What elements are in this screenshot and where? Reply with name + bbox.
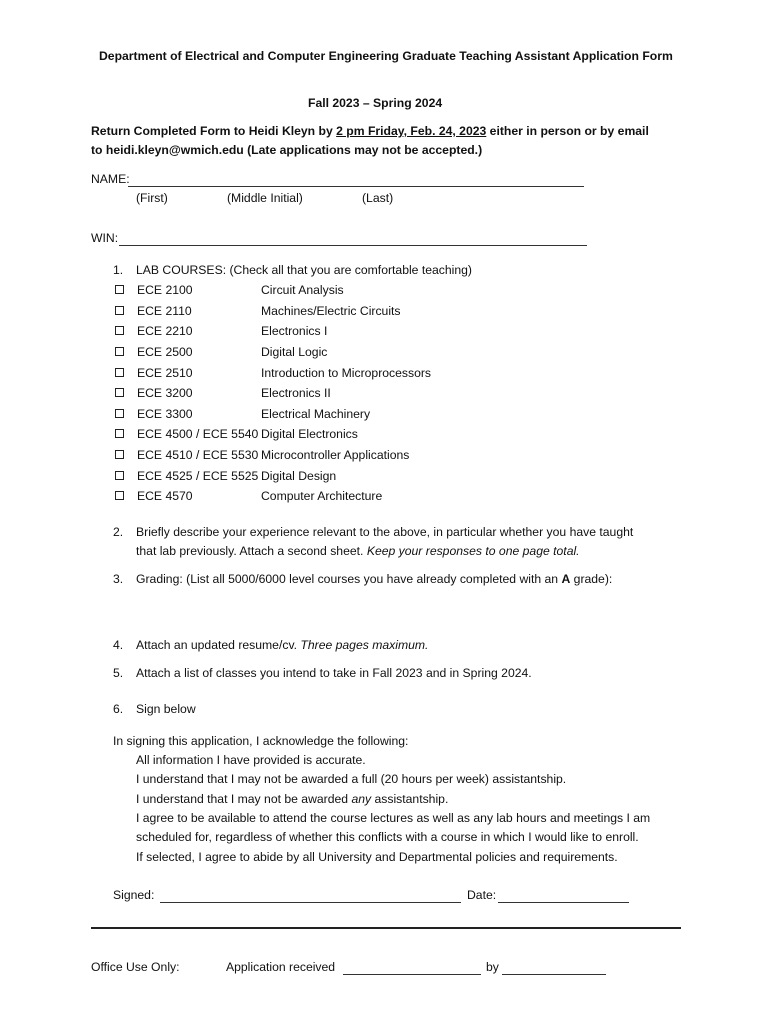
course-title: Electronics I (261, 324, 328, 338)
course-title: Circuit Analysis (261, 283, 344, 297)
acknowledgement-intro: In signing this application, I acknowledge the following: (113, 734, 409, 748)
course-code: ECE 4570 (137, 489, 193, 503)
course-title: Digital Electronics (261, 427, 358, 441)
section6-number: 6. (113, 702, 124, 716)
course-code: ECE 2110 (137, 304, 192, 318)
signature-field[interactable] (160, 902, 461, 903)
section1-heading: LAB COURSES: (Check all that you are comfortable teaching) (136, 263, 472, 277)
course-code: ECE 2100 (137, 283, 193, 297)
section4-prefix: Attach an updated resume/cv. (136, 638, 301, 652)
section4-number: 4. (113, 638, 124, 652)
course-title: Digital Logic (261, 345, 328, 359)
course-checkbox[interactable] (115, 347, 124, 356)
section5-number: 5. (113, 666, 124, 680)
return-instructions (91, 124, 649, 138)
course-code: ECE 3200 (137, 386, 193, 400)
course-checkbox[interactable] (115, 409, 124, 418)
name-middle-caption: (Middle Initial) (227, 191, 303, 205)
section3-number: 3. (113, 572, 124, 586)
name-field[interactable] (128, 186, 584, 187)
win-field[interactable] (119, 245, 587, 246)
section3-text (136, 572, 612, 586)
ack-l3-prefix: I understand that I may not be awarded (136, 792, 352, 806)
return-instructions-line2: to heidi.kleyn@wmich.edu (Late applications may not be accepted.) (91, 143, 483, 157)
course-checkbox[interactable] (115, 450, 124, 459)
acknowledgement-item: If selected, I agree to abide by all University and Departmental policies and requirements. (136, 850, 618, 864)
name-last-caption: (Last) (362, 191, 394, 205)
course-title: Introduction to Microprocessors (261, 366, 432, 380)
section4-emphasis: Three pages maximum. (300, 638, 429, 652)
acknowledgement-item: All information I have provided is accurate. (136, 753, 366, 767)
received-by-field[interactable] (502, 974, 606, 975)
course-checkbox[interactable] (115, 388, 124, 397)
course-code: ECE 4500 / ECE 5540 (137, 427, 259, 441)
ack-l3-emphasis: any (351, 792, 372, 806)
form-title: Department of Electrical and Computer Engineering Graduate Teaching Assistant Application Form (99, 49, 673, 63)
course-checkbox[interactable] (115, 471, 124, 480)
deadline: 2 pm Friday, Feb. 24, 2023 (336, 124, 487, 138)
course-checkbox[interactable] (115, 326, 124, 335)
section2-number: 2. (113, 525, 124, 539)
section3-prefix: Grading: (List all 5000/6000 level courses you have already completed with an (136, 572, 562, 586)
term-heading: Fall 2023 – Spring 2024 (308, 96, 443, 110)
return-suffix: either in person or by email (486, 124, 649, 138)
section5-text: Attach a list of classes you intend to take in Fall 2023 and in Spring 2024. (136, 666, 532, 680)
ack-l3-suffix: assistantship. (371, 792, 449, 806)
course-code: ECE 3300 (137, 407, 193, 421)
received-date-field[interactable] (343, 974, 481, 975)
course-title: Microcontroller Applications (261, 448, 410, 462)
name-first-caption: (First) (136, 191, 168, 205)
section3-suffix: grade): (570, 572, 613, 586)
signed-label: Signed: (113, 888, 155, 902)
section2-line2 (136, 544, 580, 558)
acknowledgement-item (136, 792, 448, 806)
acknowledgement-item: I agree to be available to attend the course lectures as well as any lab hours and meetings I am (136, 811, 651, 825)
course-checkbox[interactable] (115, 285, 124, 294)
course-code: ECE 2210 (137, 324, 193, 338)
course-checkbox[interactable] (115, 368, 124, 377)
course-title: Electrical Machinery (261, 407, 371, 421)
course-checkbox[interactable] (115, 491, 124, 500)
acknowledgement-item: I understand that I may not be awarded a full (20 hours per week) assistantship. (136, 772, 567, 786)
section-divider (91, 927, 681, 929)
course-code: ECE 2500 (137, 345, 193, 359)
section1-number: 1. (113, 263, 124, 277)
section2-line2-text: that lab previously. Attach a second sheet. (136, 544, 367, 558)
win-label: WIN: (91, 231, 119, 245)
section2-line1: Briefly describe your experience relevant to the above, in particular whether you have taught (136, 525, 634, 539)
course-title: Digital Design (261, 469, 337, 483)
course-title: Electronics II (261, 386, 331, 400)
course-checkbox[interactable] (115, 306, 124, 315)
office-use-label: Office Use Only: (91, 960, 180, 974)
course-code: ECE 4510 / ECE 5530 (137, 448, 259, 462)
section3-grade: A (561, 572, 571, 586)
return-prefix: Return Completed Form to Heidi Kleyn by (91, 124, 337, 138)
course-checkbox[interactable] (115, 429, 124, 438)
date-label: Date: (467, 888, 497, 902)
course-title: Computer Architecture (261, 489, 383, 503)
date-field[interactable] (498, 902, 629, 903)
course-code: ECE 4525 / ECE 5525 (137, 469, 259, 483)
name-label: NAME: (91, 172, 130, 186)
course-code: ECE 2510 (137, 366, 193, 380)
by-label: by (486, 960, 499, 974)
section4-text (136, 638, 428, 652)
section6-text: Sign below (136, 702, 196, 716)
course-title: Machines/Electric Circuits (261, 304, 401, 318)
application-received-label: Application received (226, 960, 336, 974)
section2-emphasis: Keep your responses to one page total. (366, 544, 580, 558)
acknowledgement-item: scheduled for, regardless of whether this conflicts with a course in which I would like to enroll. (136, 830, 639, 844)
